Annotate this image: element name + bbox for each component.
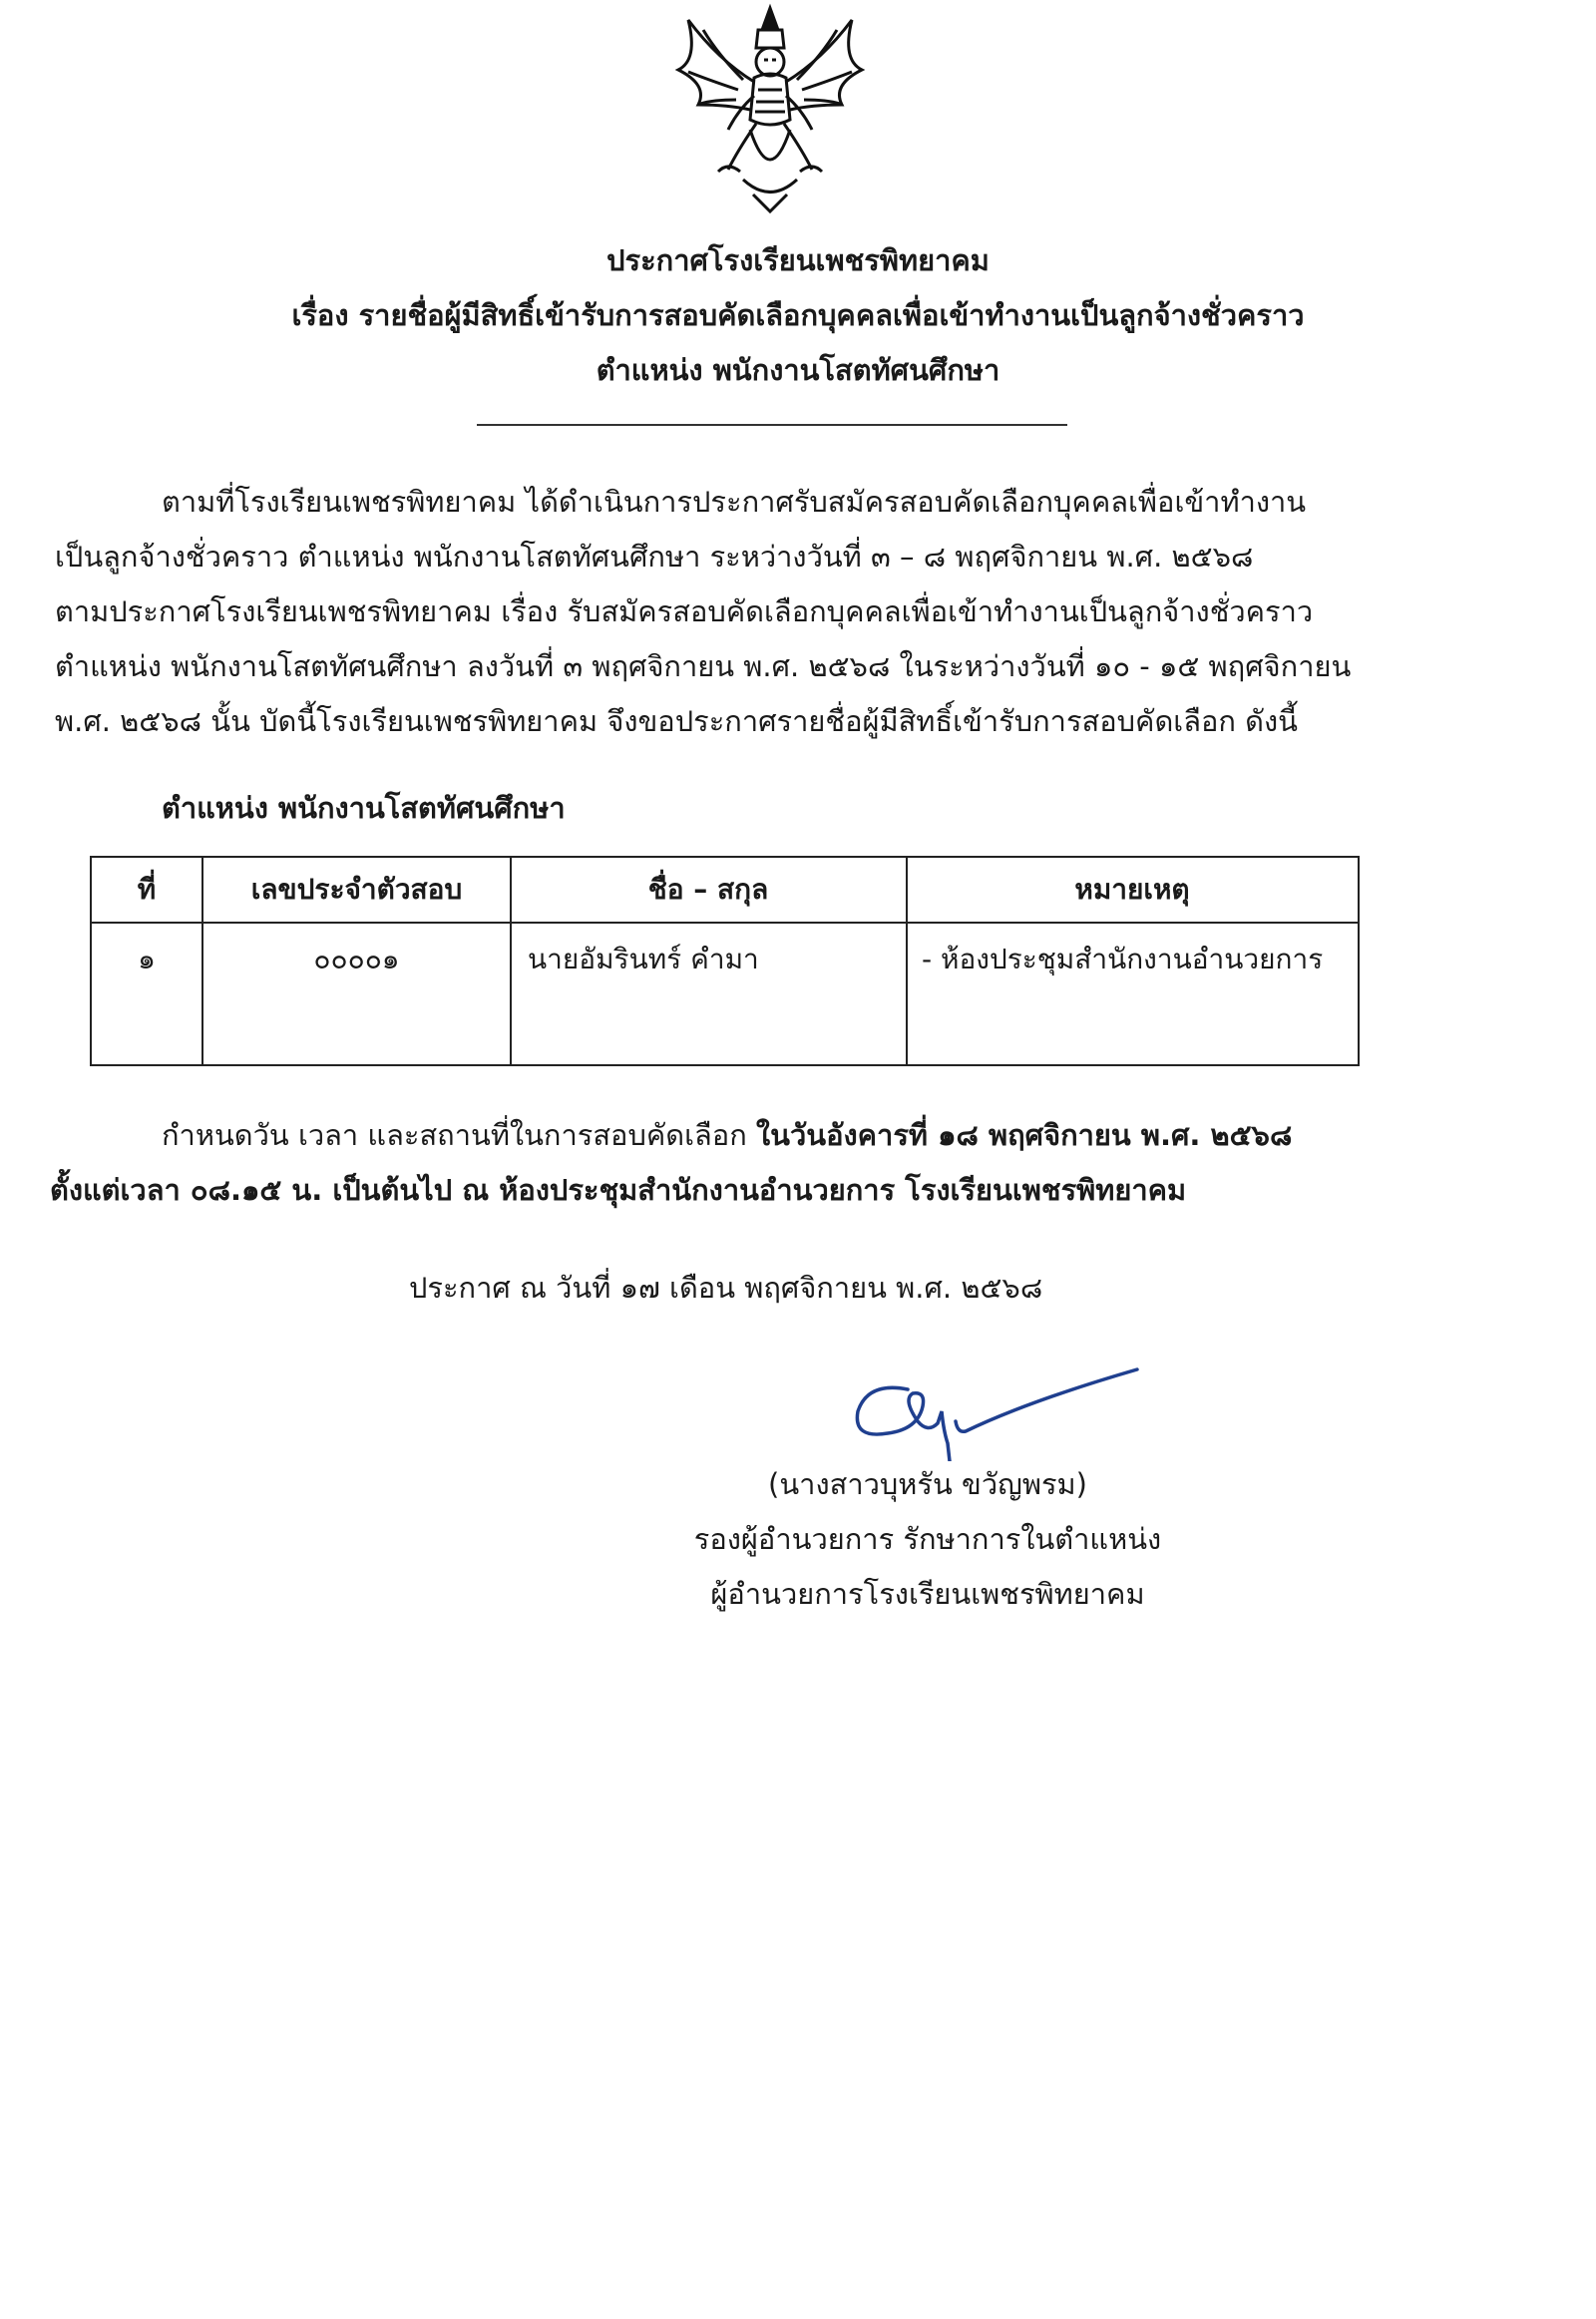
signatory-title-2: ผู้อำนวยการโรงเรียนเพชรพิทยาคม bbox=[710, 1577, 1145, 1611]
announcement-title: ประกาศโรงเรียนเพชรพิทยาคม bbox=[606, 243, 990, 277]
table-position-label: ตำแหน่ง พนักงานโสตทัศนศึกษา bbox=[162, 791, 566, 825]
header-note: หมายเหตุ bbox=[907, 857, 1359, 923]
announcement-subject: เรื่อง รายชื่อผู้มีสิทธิ์เข้ารับการสอบคัดเลือกบุคคลเพื่อเข้าทำงานเป็นลูกจ้างชั่วคราว bbox=[291, 298, 1305, 332]
signature-icon bbox=[848, 1352, 1147, 1461]
schedule-date: ในวันอังคารที่ ๑๘ พฤศจิกายน พ.ศ. ๒๕๖๘ bbox=[755, 1118, 1293, 1152]
header-exam-id: เลขประจำตัวสอบ bbox=[202, 857, 511, 923]
announce-date: ประกาศ ณ วันที่ ๑๗ เดือน พฤศจิกายน พ.ศ. ๒๕๖๘ bbox=[409, 1271, 1043, 1305]
body-line-5: พ.ศ. ๒๕๖๘ นั้น บัดนี้โรงเรียนเพชรพิทยาคม จึงขอประกาศรายชื่อผู้มีสิทธิ์เข้ารับการสอบคัดเลือก ดังนี้ bbox=[55, 704, 1298, 738]
title-divider bbox=[477, 424, 1067, 426]
row-name: นายอัมรินทร์ คำมา bbox=[511, 923, 907, 1065]
signatory-title-1: รองผู้อำนวยการ รักษาการในตำแหน่ง bbox=[693, 1522, 1162, 1556]
announcement-position: ตำแหน่ง พนักงานโสตทัศนศึกษา bbox=[596, 353, 1000, 387]
candidate-table bbox=[90, 856, 1360, 1066]
header-name: ชื่อ – สกุล bbox=[511, 857, 907, 923]
row-no: ๑ bbox=[91, 923, 202, 1065]
body-line-1: ตามที่โรงเรียนเพชรพิทยาคม ได้ดำเนินการประกาศรับสมัครสอบคัดเลือกบุคคลเพื่อเข้าทำงาน bbox=[162, 485, 1307, 519]
schedule-line-1 bbox=[162, 1112, 1292, 1158]
schedule-line-2: ตั้งแต่เวลา ๐๘.๑๕ น. เป็นต้นไป ณ ห้องประชุมสำนักงานอำนวยการ โรงเรียนเพชรพิทยาคม bbox=[50, 1173, 1187, 1207]
signatory-name: (นางสาวบุหรัน ขวัญพรม) bbox=[768, 1467, 1087, 1501]
row-exam-id: ๐๐๐๐๑ bbox=[202, 923, 511, 1065]
schedule-text: กำหนดวัน เวลา และสถานที่ในการสอบคัดเลือก bbox=[162, 1118, 756, 1152]
table-header-row bbox=[91, 857, 1359, 923]
garuda-emblem-icon bbox=[658, 0, 883, 214]
row-note: - ห้องประชุมสำนักงานอำนวยการ bbox=[907, 923, 1359, 1065]
header-no: ที่ bbox=[91, 857, 202, 923]
body-line-2: เป็นลูกจ้างชั่วคราว ตำแหน่ง พนักงานโสตทัศนศึกษา ระหว่างวันที่ ๓ – ๘ พฤศจิกายน พ.ศ. ๒๕๖๘ bbox=[55, 540, 1254, 574]
body-line-4: ตำแหน่ง พนักงานโสตทัศนศึกษา ลงวันที่ ๓ พฤศจิกายน พ.ศ. ๒๕๖๘ ในระหว่างวันที่ ๑๐ - ๑๕ พฤศจิกายน bbox=[55, 649, 1352, 683]
table-row bbox=[91, 923, 1359, 1065]
body-line-3: ตามประกาศโรงเรียนเพชรพิทยาคม เรื่อง รับสมัครสอบคัดเลือกบุคคลเพื่อเข้าทำงานเป็นลูกจ้างชั่วคราว bbox=[55, 594, 1314, 628]
